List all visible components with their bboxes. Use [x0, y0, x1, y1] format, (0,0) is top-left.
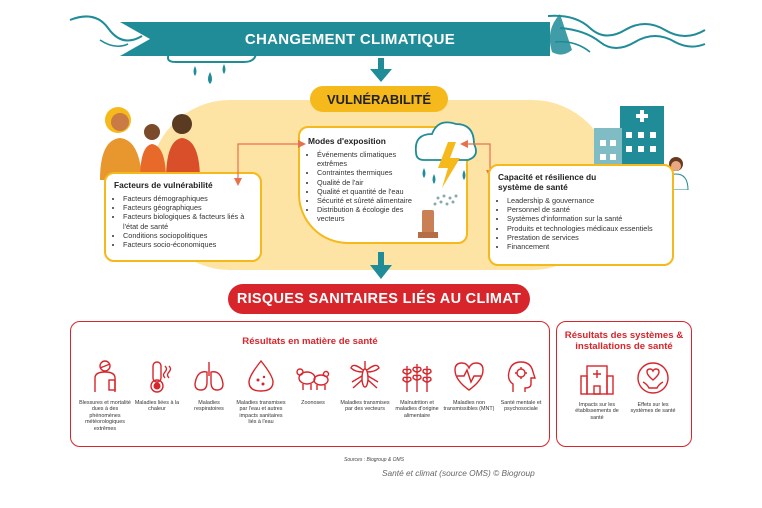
people-illustration: [96, 100, 206, 180]
system-results-title: Résultats des systèmes & installations de santé: [564, 330, 684, 352]
capacity-item: • Leadership & gouvernance: [507, 196, 664, 205]
health-result-label: Maladies liées à la chaleur: [134, 400, 180, 413]
exposure-item: • Contraintes thermiques: [317, 168, 421, 177]
health-result-item: [443, 358, 495, 413]
lungs-icon: [191, 358, 227, 394]
injured-person-icon: [87, 358, 123, 394]
climate-health-risks-banner: RISQUES SANITAIRES LIÉS AU CLIMAT: [228, 284, 530, 314]
crops-icon: [399, 358, 435, 394]
health-result-label: Maladies transmises par des vecteurs: [340, 400, 390, 413]
hospital-icon: [579, 360, 615, 396]
exposure-title: Modes d'exposition: [308, 136, 386, 146]
capacity-item: • Produits et technologies médicaux essentiels: [507, 224, 664, 233]
health-result-item: [495, 358, 547, 413]
heart-pulse-icon: [451, 358, 487, 394]
system-result-item: [571, 360, 623, 421]
mosquito-icon: [347, 358, 383, 394]
factor-item: • Facteurs démographiques: [123, 194, 252, 203]
health-result-label: Maladies respiratoires: [194, 400, 224, 413]
factor-item: • Conditions sociopolitiques: [123, 231, 252, 240]
health-result-item: [339, 358, 391, 413]
health-system-capacity-box: [488, 164, 674, 266]
health-result-label: Blessures et mortalité dues à des phénomènes météorologiques extrêmes: [79, 400, 131, 432]
factor-item: • Facteurs socio-économiques: [123, 240, 252, 249]
health-result-label: Santé mentale et psychosociale: [500, 400, 542, 413]
water-drop-icon: [243, 358, 279, 394]
factor-item: • Facteurs biologiques & facteurs liés à l'état de santé: [123, 212, 252, 230]
health-result-item: [183, 358, 235, 413]
health-result-label: Zoonoses: [301, 400, 325, 406]
factors-list: [114, 194, 252, 249]
system-result-label: Effets sur les systèmes de santé: [630, 402, 676, 415]
capacity-item: • Systèmes d'information sur la santé: [507, 214, 664, 223]
exposure-item: • Qualité de l'air: [317, 178, 421, 187]
banner-notch: [120, 22, 150, 56]
health-result-label: Maladies non transmissibles (MNT): [443, 400, 495, 413]
health-result-item: [391, 358, 443, 419]
arrow-down-icon: [368, 58, 394, 84]
exposure-item: • Événements climatiques extrêmes: [317, 150, 421, 168]
exposure-item: • Sécurité et sûreté alimentaire: [317, 196, 421, 205]
system-results-panel: [556, 321, 692, 447]
capacity-list: [498, 196, 664, 251]
thermometer-icon: [139, 358, 175, 394]
system-result-label: Impacts sur les établissements de santé: [575, 402, 619, 421]
health-result-item: [287, 358, 339, 406]
health-result-item: [131, 358, 183, 413]
animals-icon: [295, 358, 331, 394]
image-caption: Santé et climat (source OMS) © Biogroup: [382, 468, 535, 478]
health-results-panel: [70, 321, 550, 447]
health-result-item: [235, 358, 287, 426]
care-hands-icon: [635, 360, 671, 396]
system-result-item: [627, 360, 679, 415]
factor-item: • Facteurs géographiques: [123, 203, 252, 212]
health-result-item: [79, 358, 131, 432]
vulnerability-title: VULNÉRABILITÉ: [310, 86, 448, 112]
capacity-item: • Personnel de santé: [507, 205, 664, 214]
health-results-title: Résultats en matière de santé: [242, 336, 378, 347]
head-mind-icon: [503, 358, 539, 394]
exposure-item: • Qualité et quantité de l'eau: [317, 187, 421, 196]
exposure-item: • Distribution & écologie des vecteurs: [317, 205, 421, 223]
capacity-item: • Prestation de services: [507, 233, 664, 242]
factors-title: Facteurs de vulnérabilité: [114, 180, 213, 190]
capacity-title: Capacité et résilience du système de santé: [498, 172, 597, 192]
arrow-down-icon: [368, 252, 394, 280]
health-result-label: Malnutrition et maladies d'origine alimentaire: [395, 400, 439, 419]
sources-note: Sources : Biogroup & OMS: [344, 457, 405, 463]
climate-change-banner: CHANGEMENT CLIMATIQUE: [150, 22, 550, 56]
capacity-item: • Financement: [507, 242, 664, 251]
connector-arrows: [228, 130, 508, 190]
health-result-label: Maladies transmises par l'eau et autres impacts sanitaires liés à l'eau: [236, 400, 286, 426]
